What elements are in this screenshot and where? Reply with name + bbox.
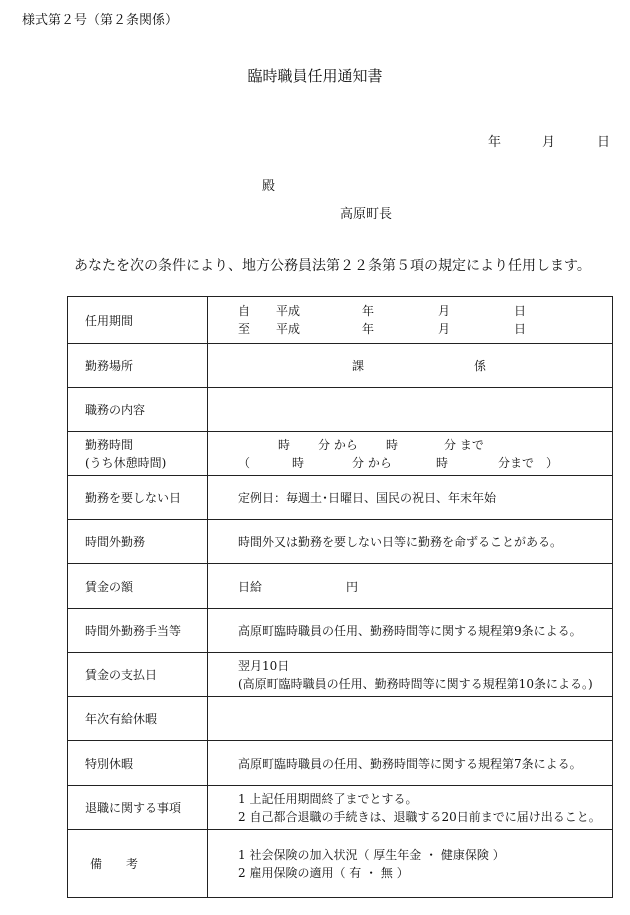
period-from bbox=[238, 302, 612, 320]
retirement-label: 退職に関する事項 bbox=[68, 786, 208, 830]
period-to-era: 平成 bbox=[276, 322, 301, 336]
row-workplace bbox=[68, 344, 613, 388]
date-year-label: 年 bbox=[488, 135, 502, 150]
overtime-pay-value: 高原町臨時職員の任用、勤務時間等に関する規程第9条による。 bbox=[208, 609, 613, 653]
hours-start-hour: 時 bbox=[278, 437, 291, 452]
remarks-value bbox=[208, 830, 613, 898]
addressee-honorific: 殿 bbox=[262, 179, 276, 194]
period-to bbox=[238, 320, 612, 338]
wage-unit: 円 bbox=[346, 579, 359, 594]
hours-label bbox=[68, 432, 208, 476]
overtime-value: 時間外又は勤務を要しない日等に勤務を命ずることがある。 bbox=[208, 520, 613, 564]
duties-value bbox=[208, 388, 613, 432]
workplace-ka: 課 bbox=[352, 359, 365, 373]
break-end-min: 分まで ） bbox=[498, 455, 559, 470]
row-retirement bbox=[68, 786, 613, 830]
hours-start-min: 分 から bbox=[318, 437, 358, 452]
workplace-kakari: 係 bbox=[474, 359, 487, 373]
payday-line2: (高原町臨時職員の任用、勤務時間等に関する規程第10条による。) bbox=[238, 676, 593, 691]
hours-label-main: 勤務時間 bbox=[85, 437, 134, 452]
date-day-label: 日 bbox=[597, 135, 611, 150]
annual-leave-value bbox=[208, 697, 613, 741]
payday-value bbox=[208, 653, 613, 697]
hours-work bbox=[238, 436, 612, 454]
special-leave-value: 高原町臨時職員の任用、勤務時間等に関する規程第7条による。 bbox=[208, 741, 613, 786]
period-from-era: 平成 bbox=[276, 304, 301, 318]
period-from-prefix: 自 bbox=[238, 304, 251, 318]
wage-kind: 日給 bbox=[238, 579, 263, 594]
break-open: （ bbox=[238, 455, 251, 470]
payday-line1: 翌月10日 bbox=[238, 658, 290, 673]
intro-text: あなたを次の条件により、地方公務員法第２２条第５項の規定により任用します。 bbox=[74, 258, 591, 274]
date-month-label: 月 bbox=[542, 135, 556, 150]
special-leave-label: 特別休暇 bbox=[68, 741, 208, 786]
hours-value bbox=[208, 432, 613, 476]
workplace-value bbox=[208, 344, 613, 388]
row-special-leave bbox=[68, 741, 613, 786]
holidays-value: 定例日：毎週土･日曜日、国民の祝日、年末年始 bbox=[208, 476, 613, 520]
break-start-min: 分 から bbox=[352, 455, 392, 470]
row-wage bbox=[68, 564, 613, 609]
workplace-label: 勤務場所 bbox=[68, 344, 208, 388]
payday-label: 賃金の支払日 bbox=[68, 653, 208, 697]
hours-end-min: 分 まで bbox=[444, 437, 484, 452]
row-payday bbox=[68, 653, 613, 697]
wage-label: 賃金の額 bbox=[68, 564, 208, 609]
wage-value bbox=[208, 564, 613, 609]
hours-label-break: (うち休憩時間) bbox=[85, 455, 167, 470]
period-from-year: 年 bbox=[362, 304, 375, 318]
period-to-day: 日 bbox=[514, 322, 527, 336]
period-to-prefix: 至 bbox=[238, 322, 251, 336]
period-to-year: 年 bbox=[362, 322, 375, 336]
annual-leave-label: 年次有給休暇 bbox=[68, 697, 208, 741]
overtime-label: 時間外勤務 bbox=[68, 520, 208, 564]
row-overtime-pay bbox=[68, 609, 613, 653]
terms-table bbox=[67, 296, 613, 898]
row-annual-leave bbox=[68, 697, 613, 741]
issuer-name: 高原町長 bbox=[340, 207, 393, 222]
retirement-value bbox=[208, 786, 613, 830]
remarks-label: 備 考 bbox=[68, 830, 208, 898]
period-from-month: 月 bbox=[438, 304, 451, 318]
period-from-day: 日 bbox=[514, 304, 527, 318]
duties-label: 職務の内容 bbox=[68, 388, 208, 432]
row-period bbox=[68, 297, 613, 344]
hours-break bbox=[238, 454, 612, 472]
period-to-month: 月 bbox=[438, 322, 451, 336]
row-hours bbox=[68, 432, 613, 476]
document-title: 臨時職員任用通知書 bbox=[247, 67, 383, 85]
period-value bbox=[208, 297, 613, 344]
break-end-hour: 時 bbox=[436, 455, 449, 470]
holidays-label: 勤務を要しない日 bbox=[68, 476, 208, 520]
period-label: 任用期間 bbox=[68, 297, 208, 344]
form-number: 様式第２号（第２条関係） bbox=[22, 13, 179, 28]
break-start-hour: 時 bbox=[292, 455, 305, 470]
overtime-pay-label: 時間外勤務手当等 bbox=[68, 609, 208, 653]
remarks-line2: 2 雇用保険の適用（ 有 ・ 無 ） bbox=[238, 865, 409, 880]
retirement-line1: 1 上記任用期間終了までとする。 bbox=[238, 791, 418, 806]
row-remarks bbox=[68, 830, 613, 898]
row-holidays bbox=[68, 476, 613, 520]
retirement-line2: 2 自己都合退職の手続きは、退職する20日前までに届け出ること。 bbox=[238, 809, 601, 824]
hours-end-hour: 時 bbox=[386, 437, 399, 452]
remarks-line1: 1 社会保険の加入状況（ 厚生年金 ・ 健康保険 ） bbox=[238, 847, 505, 862]
row-duties bbox=[68, 388, 613, 432]
row-overtime bbox=[68, 520, 613, 564]
